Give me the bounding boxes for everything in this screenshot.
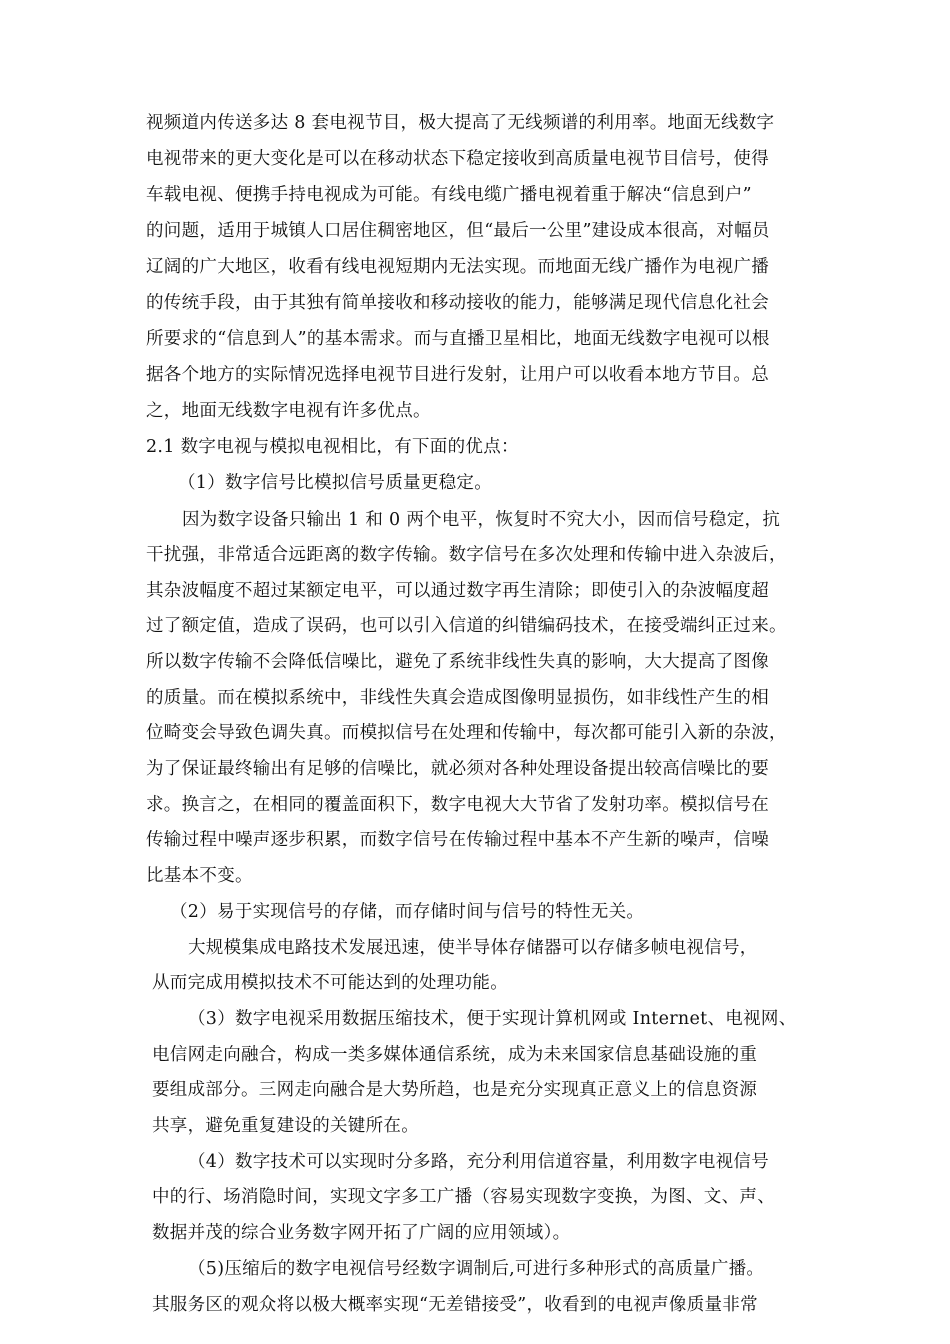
text-line: 据各个地方的实际情况选择电视节目进行发射，让用户可以收看本地方节目。总	[146, 365, 769, 385]
item-1-title: （1）数字信号比模拟信号质量更稳定。	[178, 473, 493, 493]
section-heading-2-1: 2.1 数字电视与模拟电视相比，有下面的优点：	[146, 437, 519, 457]
text-line: 共享，避免重复建设的关键所在。	[152, 1116, 419, 1136]
text-line: 求。换言之，在相同的覆盖面积下，数字电视大大节省了发射功率。模拟信号在	[146, 795, 769, 815]
text-line: 的问题，适用于城镇人口居住稠密地区，但“最后一公里”建设成本很高，对幅员	[146, 221, 770, 241]
item-2-title: （2）易于实现信号的存储，而存储时间与信号的特性无关。	[170, 902, 645, 922]
text-line: 的传统手段，由于其独有简单接收和移动接收的能力，能够满足现代信息化社会	[146, 293, 769, 313]
text-line: （4）数字技术可以实现时分多路，充分利用信道容量，利用数字电视信号	[188, 1152, 770, 1172]
text-line: 过了额定值，造成了误码，也可以引入信道的纠错编码技术，在接受端纠正过来。	[146, 616, 787, 636]
text-line: 其服务区的观众将以极大概率实现“无差错接受”，收看到的电视声像质量非常	[152, 1295, 758, 1315]
text-line: 要组成部分。三网走向融合是大势所趋，也是充分实现真正意义上的信息资源	[152, 1080, 758, 1100]
text-line: 为了保证最终输出有足够的信噪比，就必须对各种处理设备提出较高信噪比的要	[146, 759, 769, 779]
text-line: 干扰强，非常适合远距离的数字传输。数字信号在多次处理和传输中进入杂波后，	[146, 545, 787, 565]
text-line: （3）数字电视采用数据压缩技术，便于实现计算机网或 Internet、电视网、	[188, 1009, 797, 1029]
text-line: 因为数字设备只输出 1 和 0 两个电平，恢复时不究大小，因而信号稳定，抗	[182, 510, 781, 530]
text-line: 从而完成用模拟技术不可能达到的处理功能。	[152, 973, 508, 993]
text-line: 所要求的“信息到人”的基本需求。而与直播卫星相比，地面无线数字电视可以根	[146, 329, 770, 349]
text-line: 辽阔的广大地区，收看有线电视短期内无法实现。而地面无线广播作为电视广播	[146, 257, 769, 277]
text-line: 大规模集成电路技术发展迅速，使半导体存储器可以存储多帧电视信号，	[188, 938, 758, 958]
text-line: 位畸变会导致色调失真。而模拟信号在处理和传输中，每次都可能引入新的杂波，	[146, 723, 787, 743]
text-line: 所以数字传输不会降低信噪比，避免了系统非线性失真的影响，大大提高了图像	[146, 652, 769, 672]
text-line: 电信网走向融合，构成一类多媒体通信系统，成为未来国家信息基础设施的重	[152, 1045, 758, 1065]
text-line: （5)压缩后的数字电视信号经数字调制后,可进行多种形式的高质量广播。	[188, 1259, 765, 1279]
text-line: 之，地面无线数字电视有许多优点。	[146, 401, 431, 421]
text-line: 电视带来的更大变化是可以在移动状态下稳定接收到高质量电视节目信号，使得	[146, 149, 769, 169]
text-line: 中的行、场消隐时间，实现文字多工广播（容易实现数字变换，为图、文、声、	[152, 1187, 775, 1207]
text-line: 传输过程中噪声逐步积累，而数字信号在传输过程中基本不产生新的噪声，信噪	[146, 830, 769, 850]
text-line: 其杂波幅度不超过某额定电平，可以通过数字再生清除；即使引入的杂波幅度超	[146, 581, 769, 601]
text-line: 数据并茂的综合业务数字网开拓了广阔的应用领域）。	[152, 1223, 571, 1243]
text-line: 比基本不变。	[146, 866, 253, 886]
text-line: 视频道内传送多达 8 套电视节目，极大提高了无线频谱的利用率。地面无线数字	[146, 113, 775, 133]
text-line: 车载电视、便携手持电视成为可能。有线电缆广播电视着重于解决“信息到户”	[146, 185, 752, 205]
text-line: 的质量。而在模拟系统中，非线性失真会造成图像明显损伤，如非线性产生的相	[146, 688, 769, 708]
